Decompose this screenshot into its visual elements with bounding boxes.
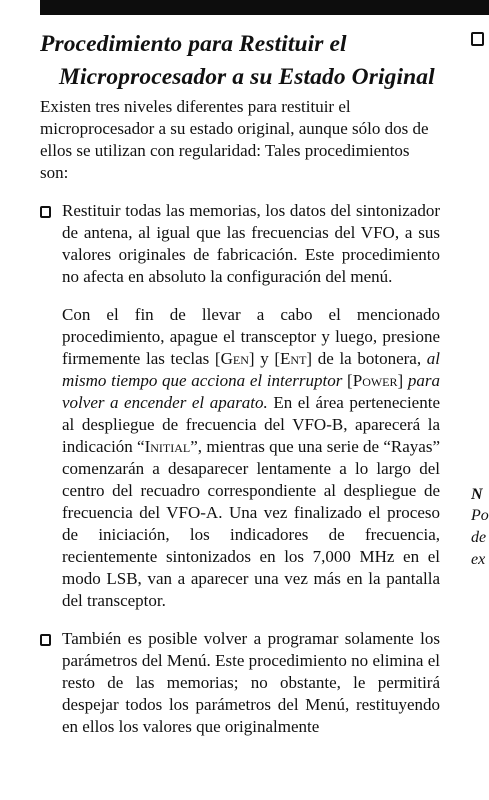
page-header-bar bbox=[40, 0, 489, 15]
procedure-paragraph bbox=[40, 304, 440, 612]
procedure-text: Con el fin de llevar a cabo el mencionado procedimiento, apague el transceptor y luego, presione firmemente las teclas [Gen] y [Ent] de la botonera, al mismo tiempo que acciona el interruptor [Power] para volver a encender el aparato. En el área perteneciente al despliegue de frecuencia del VFO-B, aparecerá la indicación “Initial”, mientras que una serie de “Rayas” comenzarán a desaparecer lentamente a lo largo del centro del recuadro correspondiente al despliegue de frecuencia del VFO-A. Una vez finalizado el proceso de iniciación, los indicadores de frecuencia, recientemente sintonizados en los 7,000 MHz en el modo LSB, van a aparecer una vez más en la pantalla del transceptor. bbox=[62, 305, 441, 610]
adjacent-text-4: ex bbox=[471, 551, 486, 568]
section-title-line-1: Procedimiento para Restituir el bbox=[40, 31, 347, 57]
intro-paragraph: Existen tres niveles diferentes para restituir el microprocesador a su estado original, aunque sólo dos de ellos se utilizan con regularidad: Tales procedimientos son: bbox=[40, 97, 429, 182]
key-gen: Gen bbox=[220, 349, 249, 368]
main-column bbox=[40, 22, 440, 738]
bullet-item-reset-menu bbox=[40, 628, 440, 738]
display-initial: Initial bbox=[144, 437, 191, 456]
bullet-2-text: También es posible volver a programar solamente los parámetros del Menú. Este procedimiento no elimina el resto de las memorias; no obstante, le permitirá despejar todos los parámetros del Menú, restituyendo en ellos los valores que originalmente bbox=[62, 629, 440, 736]
checkbox-bullet-icon bbox=[471, 32, 484, 46]
adjacent-text-1: N bbox=[471, 486, 483, 503]
bullet-1-text: Restituir todas las memorias, los datos del sintonizador de antena, al igual que las frecuencias del VFO, a sus valores originales de fabricación. Este procedimiento no afecta en absoluto la configuración del menú. bbox=[62, 201, 440, 286]
key-power: Power bbox=[352, 371, 398, 390]
adjacent-page-column bbox=[471, 0, 489, 800]
adjacent-text-3: de bbox=[471, 529, 487, 546]
adjacent-text-2: Po bbox=[471, 507, 489, 524]
section-title bbox=[40, 28, 440, 94]
checkbox-bullet-icon bbox=[40, 206, 51, 218]
section-title-line-2: Microprocesador a su Estado Original bbox=[59, 64, 435, 90]
checkbox-bullet-icon bbox=[40, 634, 51, 646]
bullet-item-reset-memories bbox=[40, 200, 440, 288]
key-ent: Ent bbox=[280, 349, 307, 368]
